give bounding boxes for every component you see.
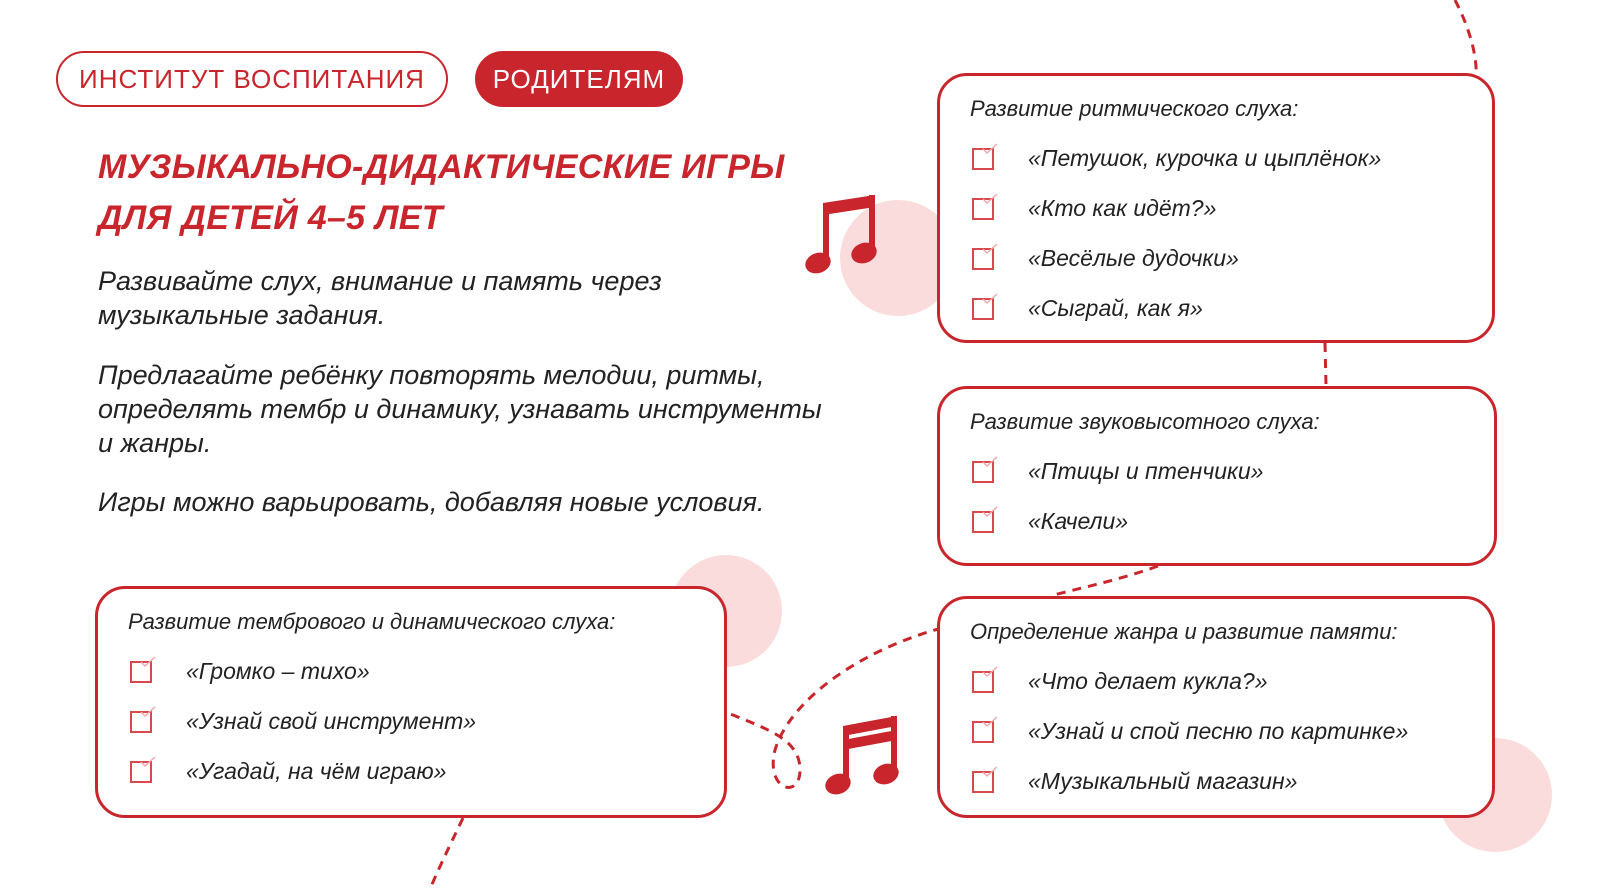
- genre-memory-card: [937, 596, 1495, 818]
- checkbox-checked-icon: [972, 511, 994, 533]
- checkbox-checked-icon: [972, 721, 994, 743]
- list-item: [98, 697, 724, 747]
- rhythmic-hearing-title: Развитие ритмического слуха:: [970, 96, 1299, 121]
- page-title-line1: МУЗЫКАЛЬНО-ДИДАКТИЧЕСКИЕ ИГРЫ: [98, 148, 785, 186]
- list-item: [940, 234, 1492, 284]
- list-item: [940, 134, 1492, 184]
- game-label: «Что делает кукла?»: [1028, 668, 1268, 694]
- list-item: [940, 184, 1492, 234]
- institute-badge[interactable]: ИНСТИТУТ ВОСПИТАНИЯ: [56, 51, 448, 107]
- game-label: «Сыграй, как я»: [1028, 295, 1203, 321]
- pitch-hearing-title: Развитие звуковысотного слуха:: [970, 409, 1320, 434]
- list-item: [940, 284, 1492, 334]
- intro-p2-line2: определять тембр и динамику, узнавать инструменты: [98, 394, 822, 424]
- checkbox-checked-icon: [972, 671, 994, 693]
- list-item: [98, 647, 724, 697]
- list-item: [940, 447, 1494, 497]
- game-label: «Узнай и спой песню по картинке»: [1028, 718, 1409, 744]
- checkbox-checked-icon: [130, 761, 152, 783]
- checkbox-checked-icon: [972, 298, 994, 320]
- pitch-hearing-card: [937, 386, 1497, 566]
- page-title-line2: ДЛЯ ДЕТЕЙ 4–5 ЛЕТ: [98, 199, 443, 237]
- list-item: [940, 707, 1492, 757]
- checkbox-checked-icon: [972, 771, 994, 793]
- game-label: «Угадай, на чём играю»: [186, 758, 447, 784]
- checkbox-checked-icon: [130, 661, 152, 683]
- genre-memory-title: Определение жанра и развитие памяти:: [970, 619, 1398, 644]
- game-label: «Громко – тихо»: [186, 658, 370, 684]
- rhythmic-hearing-card: [937, 73, 1495, 343]
- genre-games-list: [940, 657, 1492, 807]
- checkbox-checked-icon: [972, 198, 994, 220]
- list-item: [940, 757, 1492, 807]
- game-label: «Птицы и птенчики»: [1028, 458, 1264, 484]
- page-title: [98, 142, 785, 244]
- checkbox-checked-icon: [972, 461, 994, 483]
- intro-p2-line1: Предлагайте ребёнку повторять мелодии, ритмы,: [98, 360, 765, 390]
- game-label: «Качели»: [1028, 508, 1129, 534]
- checkbox-checked-icon: [130, 711, 152, 733]
- game-label: «Музыкальный магазин»: [1028, 768, 1298, 794]
- intro-paragraph-2: [98, 358, 898, 460]
- timbre-games-list: [98, 647, 724, 797]
- intro-paragraph-3: [98, 485, 898, 519]
- checkbox-checked-icon: [972, 148, 994, 170]
- timbre-dynamics-title: Развитие тембрового и динамического слуха:: [128, 609, 616, 634]
- pitch-games-list: [940, 447, 1494, 547]
- intro-p1-line2: музыкальные задания.: [98, 300, 386, 330]
- intro-p2-line3: и жанры.: [98, 428, 212, 458]
- list-item: [98, 747, 724, 797]
- rhythmic-games-list: [940, 134, 1492, 334]
- game-label: «Весёлые дудочки»: [1028, 245, 1239, 271]
- list-item: [940, 497, 1494, 547]
- list-item: [940, 657, 1492, 707]
- checkbox-checked-icon: [972, 248, 994, 270]
- intro-paragraph-1: [98, 264, 898, 332]
- intro-p3: Игры можно варьировать, добавляя новые условия.: [98, 487, 765, 517]
- game-label: «Узнай свой инструмент»: [186, 708, 477, 734]
- beamed-sixteenth-notes-icon: [823, 712, 903, 798]
- intro-p1-line1: Развивайте слух, внимание и память через: [98, 266, 662, 296]
- timbre-dynamics-card: [95, 586, 727, 818]
- parents-badge[interactable]: РОДИТЕЛЯМ: [475, 51, 683, 107]
- game-label: «Кто как идёт?»: [1028, 195, 1217, 221]
- game-label: «Петушок, курочка и цыплёнок»: [1028, 145, 1382, 171]
